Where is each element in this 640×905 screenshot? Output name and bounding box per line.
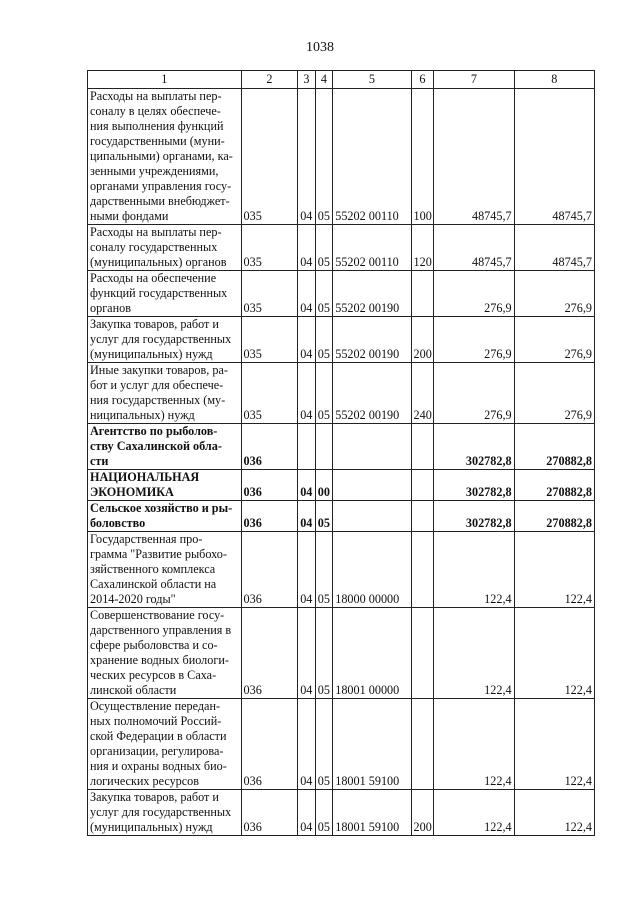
cell-expense-type: 200 bbox=[411, 317, 434, 363]
cell-subsection bbox=[315, 424, 333, 470]
cell-section: 04 bbox=[298, 89, 316, 225]
cell-admin-code: 036 bbox=[241, 790, 298, 836]
cell-amount-1: 122,4 bbox=[434, 608, 514, 699]
cell-expense-type: 120 bbox=[411, 225, 434, 271]
table-row bbox=[88, 225, 595, 271]
cell-section bbox=[298, 424, 316, 470]
cell-amount-1: 302782,8 bbox=[434, 470, 514, 501]
table-row bbox=[88, 317, 595, 363]
table-header-row bbox=[88, 71, 595, 89]
cell-amount-1: 302782,8 bbox=[434, 501, 514, 532]
row-name: Закупка товаров, работ и услуг для государственных (муниципальных) нужд bbox=[88, 317, 242, 363]
cell-amount-1: 302782,8 bbox=[434, 424, 514, 470]
cell-expense-type bbox=[411, 608, 434, 699]
cell-subsection: 05 bbox=[315, 225, 333, 271]
row-name: Расходы на выплаты пер- соналу в целях обеспече- ния выполнения функций государственными (муни- ципальными) органами, ка- зенными учреждениями, органами управления госу- дарственными внебюджет- ными фондами bbox=[88, 89, 242, 225]
cell-amount-1: 276,9 bbox=[434, 271, 514, 317]
cell-target-article bbox=[333, 424, 411, 470]
cell-section: 04 bbox=[298, 532, 316, 608]
cell-target-article: 18001 00000 bbox=[333, 608, 411, 699]
cell-target-article: 55202 00110 bbox=[333, 89, 411, 225]
column-header: 8 bbox=[514, 71, 594, 89]
table-row bbox=[88, 532, 595, 608]
cell-target-article: 55202 00190 bbox=[333, 271, 411, 317]
cell-subsection: 05 bbox=[315, 790, 333, 836]
cell-expense-type bbox=[411, 501, 434, 532]
cell-target-article: 55202 00110 bbox=[333, 225, 411, 271]
cell-admin-code: 035 bbox=[241, 271, 298, 317]
cell-amount-1: 276,9 bbox=[434, 363, 514, 424]
cell-expense-type: 100 bbox=[411, 89, 434, 225]
cell-section: 04 bbox=[298, 317, 316, 363]
cell-admin-code: 035 bbox=[241, 225, 298, 271]
row-name: НАЦИОНАЛЬНАЯ ЭКОНОМИКА bbox=[88, 470, 242, 501]
row-name: Агентство по рыболов- ству Сахалинской обла- сти bbox=[88, 424, 242, 470]
table-row bbox=[88, 271, 595, 317]
column-header: 6 bbox=[411, 71, 434, 89]
column-header: 7 bbox=[434, 71, 514, 89]
cell-admin-code: 036 bbox=[241, 699, 298, 790]
cell-target-article: 55202 00190 bbox=[333, 363, 411, 424]
cell-admin-code: 036 bbox=[241, 470, 298, 501]
cell-subsection: 05 bbox=[315, 608, 333, 699]
cell-admin-code: 035 bbox=[241, 363, 298, 424]
cell-amount-2: 122,4 bbox=[514, 532, 594, 608]
cell-amount-1: 122,4 bbox=[434, 790, 514, 836]
table-row bbox=[88, 790, 595, 836]
cell-amount-1: 276,9 bbox=[434, 317, 514, 363]
cell-expense-type bbox=[411, 699, 434, 790]
cell-subsection: 05 bbox=[315, 89, 333, 225]
cell-subsection: 05 bbox=[315, 317, 333, 363]
cell-subsection: 05 bbox=[315, 699, 333, 790]
cell-section: 04 bbox=[298, 501, 316, 532]
row-name: Закупка товаров, работ и услуг для государственных (муниципальных) нужд bbox=[88, 790, 242, 836]
table-row bbox=[88, 89, 595, 225]
column-header: 1 bbox=[88, 71, 242, 89]
cell-section: 04 bbox=[298, 608, 316, 699]
cell-amount-2: 48745,7 bbox=[514, 225, 594, 271]
cell-amount-1: 122,4 bbox=[434, 699, 514, 790]
cell-target-article bbox=[333, 501, 411, 532]
row-name: Государственная про- грамма "Развитие рыбохо- зяйственного комплекса Сахалинской области на 2014-2020 годы" bbox=[88, 532, 242, 608]
page-number: 1038 bbox=[306, 40, 334, 55]
cell-admin-code: 035 bbox=[241, 89, 298, 225]
cell-expense-type bbox=[411, 271, 434, 317]
cell-section: 04 bbox=[298, 363, 316, 424]
cell-amount-2: 276,9 bbox=[514, 363, 594, 424]
column-header: 3 bbox=[298, 71, 316, 89]
cell-subsection: 05 bbox=[315, 363, 333, 424]
cell-amount-1: 48745,7 bbox=[434, 225, 514, 271]
row-name: Расходы на выплаты пер- соналу государственных (муниципальных) органов bbox=[88, 225, 242, 271]
cell-expense-type bbox=[411, 470, 434, 501]
table-row bbox=[88, 363, 595, 424]
cell-section: 04 bbox=[298, 699, 316, 790]
table-row bbox=[88, 501, 595, 532]
cell-amount-2: 270882,8 bbox=[514, 470, 594, 501]
cell-expense-type: 200 bbox=[411, 790, 434, 836]
row-name: Совершенствование госу- дарственного управления в сфере рыболовства и со- хранение водных биологи- ческих ресурсов в Саха- линской области bbox=[88, 608, 242, 699]
cell-subsection: 05 bbox=[315, 532, 333, 608]
cell-target-article bbox=[333, 470, 411, 501]
table-body bbox=[88, 89, 595, 836]
cell-subsection: 00 bbox=[315, 470, 333, 501]
cell-amount-2: 122,4 bbox=[514, 790, 594, 836]
cell-target-article: 55202 00190 bbox=[333, 317, 411, 363]
table-row bbox=[88, 699, 595, 790]
column-header: 2 bbox=[241, 71, 298, 89]
table-row bbox=[88, 608, 595, 699]
row-name: Расходы на обеспечение функций государственных органов bbox=[88, 271, 242, 317]
cell-amount-2: 270882,8 bbox=[514, 424, 594, 470]
cell-admin-code: 036 bbox=[241, 532, 298, 608]
cell-admin-code: 036 bbox=[241, 424, 298, 470]
cell-section: 04 bbox=[298, 790, 316, 836]
cell-admin-code: 036 bbox=[241, 608, 298, 699]
cell-target-article: 18001 59100 bbox=[333, 699, 411, 790]
cell-subsection: 05 bbox=[315, 271, 333, 317]
cell-section: 04 bbox=[298, 271, 316, 317]
cell-admin-code: 035 bbox=[241, 317, 298, 363]
row-name: Осуществление передан- ных полномочий Россий- ской Федерации в области организации, регулирова- ния и охраны водных био- логических ресурсов bbox=[88, 699, 242, 790]
cell-section: 04 bbox=[298, 225, 316, 271]
cell-amount-2: 122,4 bbox=[514, 699, 594, 790]
cell-amount-1: 48745,7 bbox=[434, 89, 514, 225]
cell-section: 04 bbox=[298, 470, 316, 501]
column-header: 5 bbox=[333, 71, 411, 89]
cell-amount-2: 122,4 bbox=[514, 608, 594, 699]
column-header: 4 bbox=[315, 71, 333, 89]
cell-expense-type bbox=[411, 424, 434, 470]
cell-expense-type: 240 bbox=[411, 363, 434, 424]
cell-expense-type bbox=[411, 532, 434, 608]
cell-amount-2: 276,9 bbox=[514, 317, 594, 363]
cell-amount-2: 276,9 bbox=[514, 271, 594, 317]
table-row bbox=[88, 424, 595, 470]
row-name: Сельское хозяйство и ры- боловство bbox=[88, 501, 242, 532]
cell-amount-1: 122,4 bbox=[434, 532, 514, 608]
cell-admin-code: 036 bbox=[241, 501, 298, 532]
cell-target-article: 18001 59100 bbox=[333, 790, 411, 836]
row-name: Иные закупки товаров, ра- бот и услуг для обеспече- ния государственных (му- ниципальных) нужд bbox=[88, 363, 242, 424]
cell-subsection: 05 bbox=[315, 501, 333, 532]
cell-amount-2: 270882,8 bbox=[514, 501, 594, 532]
cell-target-article: 18000 00000 bbox=[333, 532, 411, 608]
cell-amount-2: 48745,7 bbox=[514, 89, 594, 225]
budget-table bbox=[87, 70, 595, 836]
table-row bbox=[88, 470, 595, 501]
